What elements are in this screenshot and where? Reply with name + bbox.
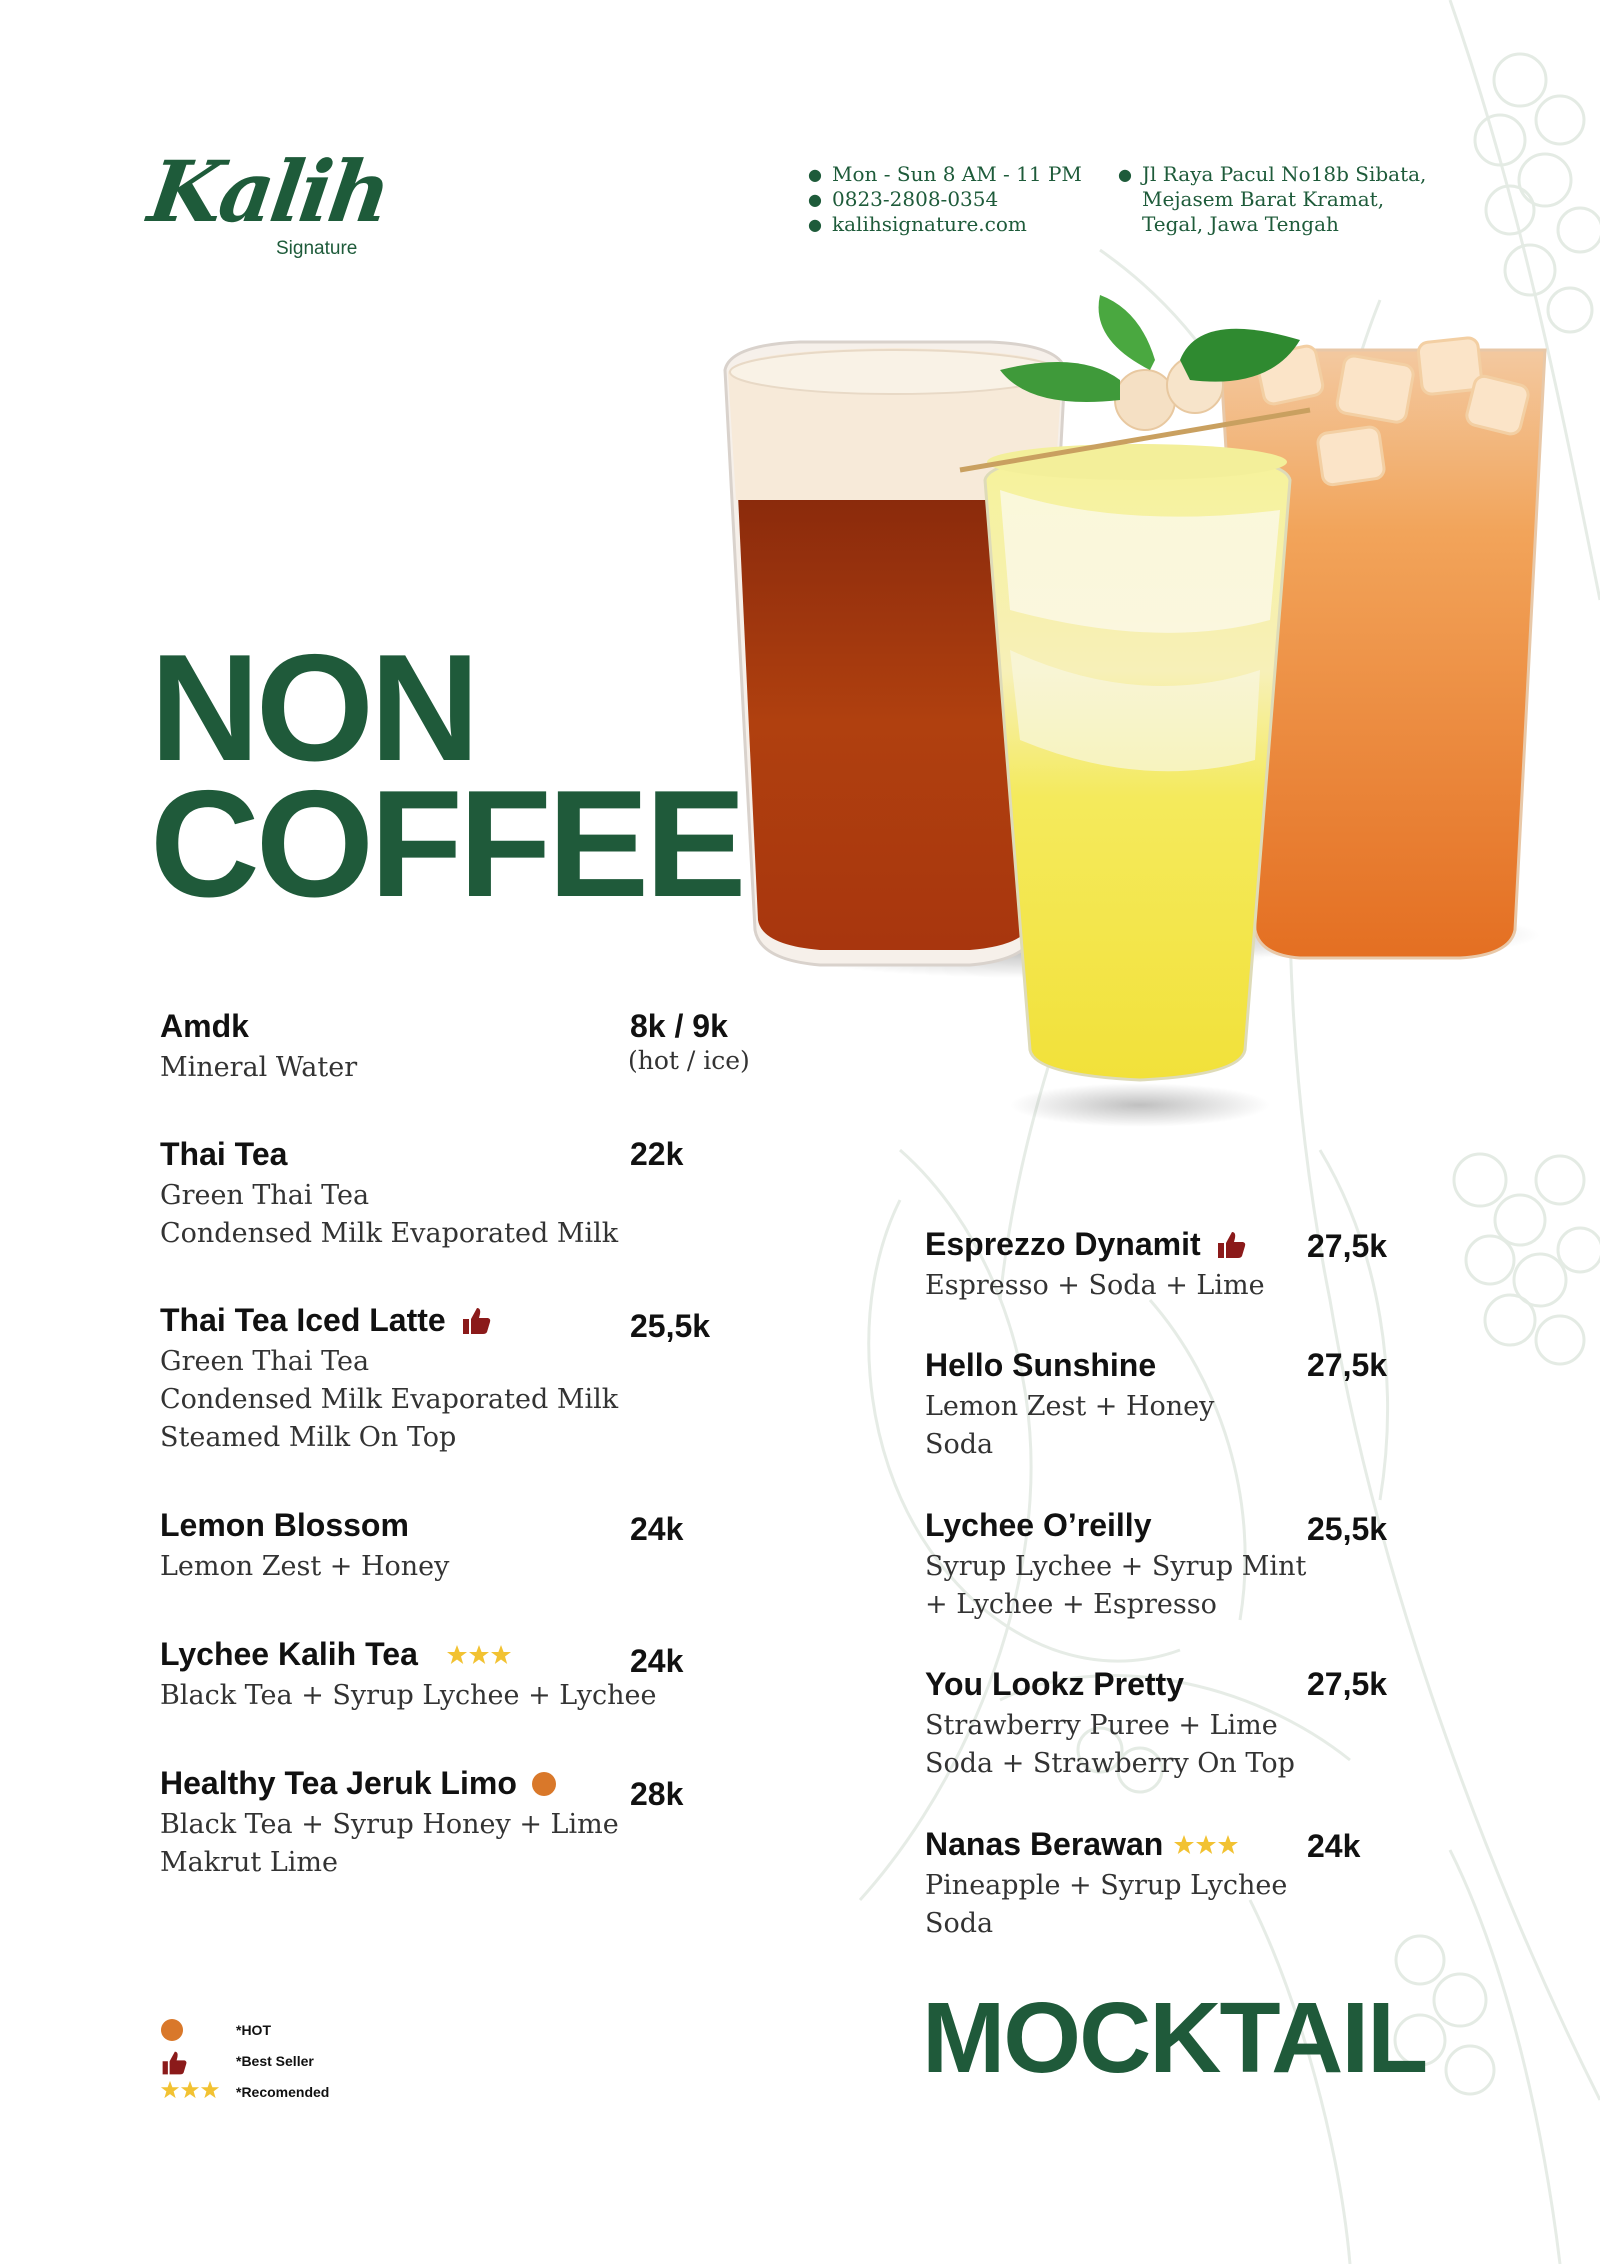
menu-item-desc: Black Tea + Syrup Lychee + Lychee (160, 1680, 657, 1711)
menu-item-price: 24k (630, 1511, 684, 1547)
menu-item-price: 25,5k (630, 1308, 711, 1344)
menu-item-price: 27,5k (1307, 1347, 1388, 1383)
menu-item-desc: Syrup Lychee + Syrup Mint (925, 1551, 1307, 1582)
address-line-3: Tegal, Jawa Tengah (1142, 212, 1339, 236)
menu-item-desc: Pineapple + Syrup Lychee (925, 1870, 1288, 1901)
orange-dot-icon (160, 2018, 184, 2042)
menu-item-desc: Espresso + Soda + Lime (925, 1270, 1265, 1301)
website-link[interactable]: kalihsignature.com (832, 212, 1027, 236)
bullet-icon: ● (808, 190, 822, 209)
drinks-photo (700, 290, 1560, 1140)
menu-item-name: Lychee Kalih Tea (160, 1636, 418, 1672)
menu-item-desc: Green Thai Tea (160, 1346, 370, 1377)
non-coffee-heading (150, 623, 743, 929)
contact-info (808, 162, 1082, 237)
menu-item-desc: + Lychee + Espresso (925, 1589, 1217, 1620)
address-line-2: Mejasem Barat Kramat, (1142, 187, 1385, 211)
menu-item-desc: Green Thai Tea (160, 1180, 370, 1211)
three-stars-icon (446, 1644, 512, 1666)
menu-item-price-note: (hot / ice) (628, 1046, 750, 1075)
three-stars-icon (1173, 1834, 1239, 1856)
legend-label-best-seller: *Best Seller (236, 2053, 314, 2069)
logo-subtitle: Signature (276, 238, 358, 259)
menu-item-price: 8k / 9k (630, 1008, 728, 1044)
website-row (808, 212, 1082, 237)
logo-script-text: Kalih (143, 142, 395, 241)
non-coffee-heading-line-1: NON (150, 623, 476, 793)
legend-label-hot: *HOT (236, 2022, 271, 2038)
address-line-1: Jl Raya Pacul No18b Sibata, (1142, 162, 1427, 186)
menu-item (160, 1507, 449, 1586)
bullet-icon: ● (808, 215, 822, 234)
menu-item-price: 28k (630, 1776, 684, 1812)
menu-item-name: Hello Sunshine (925, 1347, 1157, 1383)
menu-item-desc: Mineral Water (160, 1052, 358, 1083)
menu-item-name: Esprezzo Dynamit (925, 1226, 1201, 1262)
mocktail-heading: MOCKTAIL (922, 1982, 1427, 2094)
address-row (1118, 162, 1427, 187)
menu-item-desc: Lemon Zest + Honey (160, 1551, 450, 1582)
menu-item-name: Amdk (160, 1008, 249, 1044)
menu-item-name: Healthy Tea Jeruk Limo (160, 1765, 517, 1801)
bullet-icon: ● (1118, 165, 1132, 184)
menu-item-price: 22k (630, 1136, 684, 1172)
hours-row (808, 162, 1082, 187)
thumbs-up-icon (460, 1305, 492, 1337)
menu-item (925, 1666, 1295, 1783)
menu-item-name: Thai Tea Iced Latte (160, 1302, 446, 1338)
menu-item-price: 24k (630, 1643, 684, 1679)
menu-item (160, 1636, 656, 1715)
menu-item-desc: Makrut Lime (160, 1847, 338, 1878)
menu-item (160, 1136, 618, 1253)
phone-number: 0823-2808-0354 (832, 187, 999, 211)
menu-item-price: 25,5k (1307, 1511, 1388, 1547)
menu-item-name: Thai Tea (160, 1136, 288, 1172)
phone-row (808, 187, 1082, 212)
thumbs-up-icon (1215, 1229, 1247, 1261)
menu-item (160, 1765, 619, 1882)
menu-item-desc: Black Tea + Syrup Honey + Lime (160, 1809, 619, 1840)
bullet-icon: ● (808, 165, 822, 184)
orange-dot-icon (531, 1771, 557, 1797)
menu-item (925, 1826, 1287, 1943)
non-coffee-heading-line-2: COFFEE (150, 759, 743, 929)
menu-item (925, 1226, 1265, 1305)
menu-item-desc: Condensed Milk Evaporated Milk (160, 1384, 619, 1415)
menu-item (925, 1347, 1214, 1464)
address-info (1118, 162, 1427, 237)
menu-item-desc: Soda (925, 1908, 994, 1939)
thumbs-up-icon (160, 2049, 188, 2077)
brand-logo (143, 142, 395, 270)
menu-item (160, 1302, 618, 1457)
menu-item-desc: Lemon Zest + Honey (925, 1391, 1215, 1422)
menu-item-price: 27,5k (1307, 1228, 1388, 1264)
menu-item-desc: Soda + Strawberry On Top (925, 1748, 1295, 1779)
three-stars-icon (160, 2080, 220, 2100)
menu-item-desc: Strawberry Puree + Lime (925, 1710, 1278, 1741)
menu-item-desc: Condensed Milk Evaporated Milk (160, 1218, 619, 1249)
opening-hours: Mon - Sun 8 AM - 11 PM (832, 162, 1082, 186)
menu-item-name: Lychee O’reilly (925, 1507, 1152, 1543)
menu-item-price: 24k (1307, 1828, 1361, 1864)
legend-label-recommended: *Recomended (236, 2084, 330, 2100)
menu-item-name: Lemon Blossom (160, 1507, 409, 1543)
menu-item-price: 27,5k (1307, 1666, 1388, 1702)
menu-item (160, 1008, 357, 1087)
menu-item-desc: Steamed Milk On Top (160, 1422, 457, 1453)
menu-item (925, 1507, 1306, 1624)
menu-item-name: Nanas Berawan (925, 1826, 1164, 1862)
menu-item-name: You Lookz Pretty (925, 1666, 1184, 1702)
menu-item-desc: Soda (925, 1429, 994, 1460)
